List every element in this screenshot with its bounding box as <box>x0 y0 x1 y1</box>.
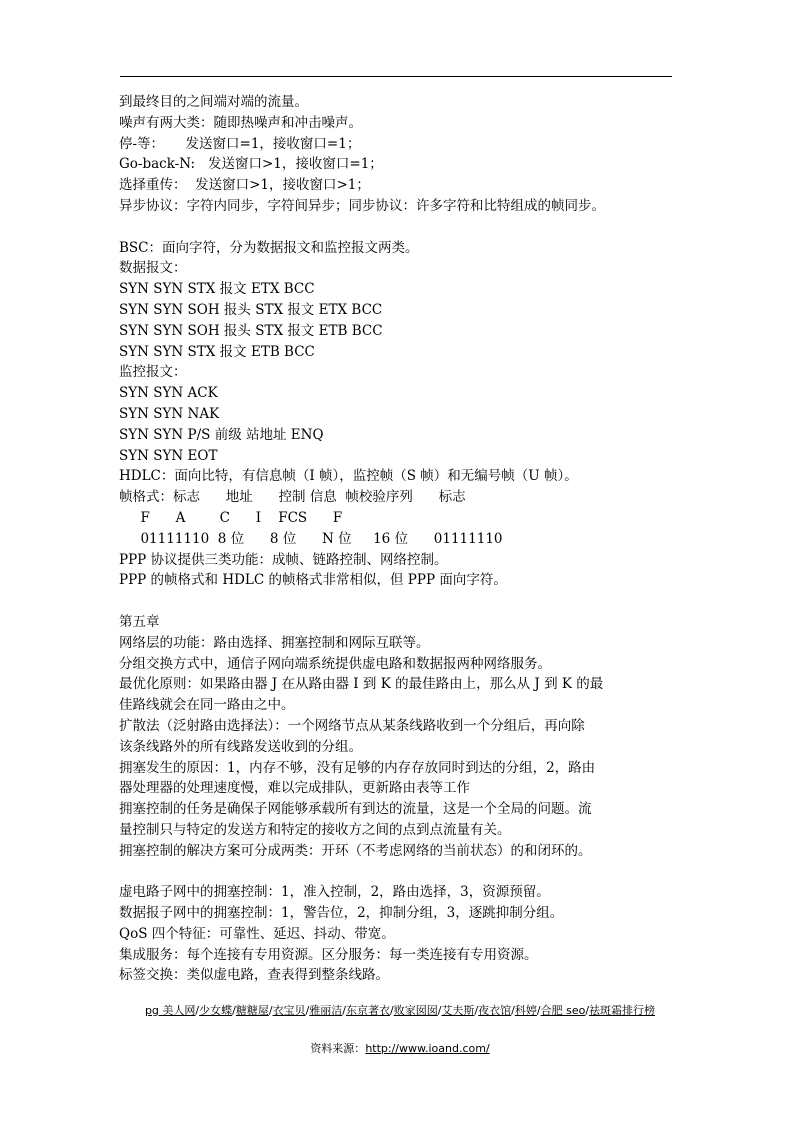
document-body <box>119 92 679 986</box>
footer-link[interactable]: 雅丽洁 <box>309 1004 343 1017</box>
footer-link[interactable]: 糖糖屋 <box>235 1004 269 1017</box>
link-separator: / <box>268 1004 273 1017</box>
text-line: 拥塞控制的解决方案可分成两类：开环（不考虑网络的当前状态）的和闭环的。 <box>119 842 592 859</box>
text-line: 到最终目的之间端对端的流量。 <box>119 94 308 110</box>
text-line: SYN SYN NAK <box>119 405 220 422</box>
text-line: 佳路线就会在同一路由之中。 <box>119 697 295 714</box>
text-line: 该条线路外的所有线路发送收到的分组。 <box>119 738 362 755</box>
text-line: SYN SYN SOH 报头 STX 报文 ETB BCC <box>119 322 383 339</box>
text-line: QoS 四个特征：可靠性、延迟、抖动、带宽。 <box>119 925 395 942</box>
footer-link[interactable]: 衣宝贝 <box>272 1004 306 1017</box>
link-separator: / <box>342 1004 346 1017</box>
link-separator: / <box>390 1004 394 1017</box>
text-line: 集成服务：每个连接有专用资源。区分服务：每一类连接有专用资源。 <box>119 946 538 963</box>
source-line <box>120 1040 680 1056</box>
footer-link[interactable]: 败家囡囡 <box>393 1004 438 1017</box>
blank-line <box>119 861 679 882</box>
text-line: 第五章 <box>119 613 160 630</box>
link-separator: / <box>511 1004 515 1017</box>
source-label: 资料来源： <box>310 1042 366 1055</box>
footer-links <box>120 1002 680 1019</box>
text-line: BSC：面向字符，分为数据报文和监控报文两类。 <box>119 239 419 256</box>
footer-link[interactable]: 东京著衣 <box>346 1004 390 1017</box>
blank-line <box>119 217 679 238</box>
text-line: SYN SYN STX 报文 ETX BCC <box>119 281 315 298</box>
link-separator: / <box>195 1004 200 1017</box>
footer-link[interactable]: 少女蝶 <box>199 1004 233 1017</box>
footer-link[interactable]: 祛斑霜排行榜 <box>589 1004 656 1017</box>
text-line: 数据报文： <box>119 260 187 277</box>
text-line: 选择重传： 发送窗口>1，接收窗口>1； <box>119 177 370 194</box>
text-line: 监控报文： <box>119 364 187 381</box>
footer-link[interactable]: 科婷 <box>514 1004 537 1017</box>
text-line: 标签交换：类似虚电路，查表得到整条线路。 <box>119 967 389 984</box>
text-line: 停-等： 发送窗口=1，接收窗口=1； <box>119 135 361 152</box>
text-line: 器处理器的处理速度慢，难以完成排队，更新路由表等工作 <box>119 780 470 797</box>
text-line: 扩散法（泛射路由选择法）：一个网络节点从某条线路收到一个分组后，再向除 <box>119 717 585 734</box>
text-line: 数据报子网中的拥塞控制：1，警告位，2，抑制分组，3，逐跳抑制分组。 <box>119 905 564 922</box>
text-line: F A C I FCS F <box>119 509 343 526</box>
footer-link[interactable]: 夜衣馆 <box>478 1004 512 1017</box>
link-separator: / <box>305 1004 310 1017</box>
text-line: 拥塞发生的原因：1，内存不够，没有足够的内存存放同时到达的分组，2，路由 <box>119 759 596 776</box>
link-separator: / <box>232 1004 236 1017</box>
link-separator: / <box>474 1004 479 1017</box>
text-line: HDLC：面向比特，有信息帧（I 帧），监控帧（S 帧）和无编号帧（U 帧）。 <box>119 468 578 485</box>
text-line: 最优化原则：如果路由器 J 在从路由器 I 到 K 的最佳路由上，那么从 J 到 K 的最 <box>119 676 604 693</box>
blank-line <box>119 591 679 612</box>
source-link[interactable]: http://www.ioand.com/ <box>365 1042 490 1055</box>
text-line: 帧格式：标志 地址 控制 信息 帧校验序列 标志 <box>119 489 466 506</box>
text-line: SYN SYN EOT <box>119 447 218 464</box>
text-line: PPP 协议提供三类功能：成帧、链路控制、网络控制。 <box>119 551 448 568</box>
text-line: SYN SYN STX 报文 ETB BCC <box>119 343 315 360</box>
text-line: 分组交换方式中，通信子网向端系统提供虚电路和数据报两种网络服务。 <box>119 655 551 672</box>
footer-link[interactable]: 艾夫斯 <box>441 1004 475 1017</box>
text-line: 异步协议：字符内同步，字符间异步；同步协议：许多字符和比特组成的帧同步。 <box>119 197 605 214</box>
text-line: 量控制只与特定的发送方和特定的接收方之间的点到点流量有关。 <box>119 821 511 838</box>
footer-link[interactable]: pg 美人网 <box>144 1004 196 1017</box>
text-line: 01111110 8 位 8 位 N 位 16 位 01111110 <box>119 530 503 547</box>
text-line: SYN SYN ACK <box>119 385 218 402</box>
link-separator: / <box>437 1004 442 1017</box>
text-line: 噪声有两大类：随即热噪声和冲击噪声。 <box>119 114 362 131</box>
text-line: 拥塞控制的任务是确保子网能够承载所有到达的流量，这是一个全局的问题。流 <box>119 801 592 818</box>
text-line: SYN SYN SOH 报头 STX 报文 ETX BCC <box>119 301 383 318</box>
text-line: 网络层的功能：路由选择、拥塞控制和网际互联等。 <box>119 634 430 651</box>
header-rule <box>120 76 672 77</box>
link-separator: / <box>536 1004 541 1017</box>
text-line: PPP 的帧格式和 HDLC 的帧格式非常相似，但 PPP 面向字符。 <box>119 572 507 589</box>
text-line: Go-back-N: 发送窗口>1，接收窗口=1； <box>119 156 383 173</box>
link-separator: / <box>585 1004 590 1017</box>
text-line: SYN SYN P/S 前级 站地址 ENQ <box>119 426 324 443</box>
text-line: 虚电路子网中的拥塞控制：1，准入控制，2，路由选择，3，资源预留。 <box>119 884 550 901</box>
footer-link[interactable]: 合肥 seo <box>540 1004 586 1017</box>
